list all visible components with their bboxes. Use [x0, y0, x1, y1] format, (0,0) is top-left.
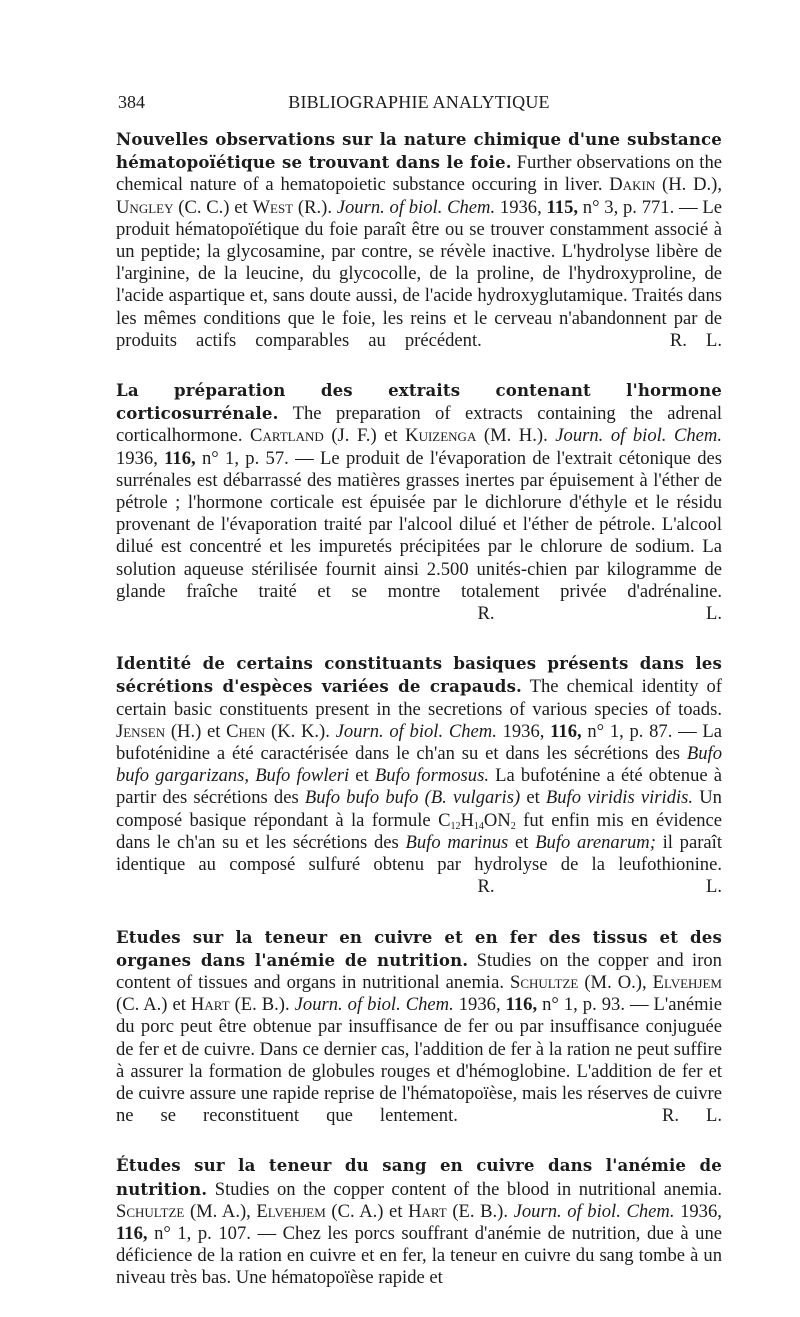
author-name: Ungley — [116, 196, 174, 218]
entry-title: Identité de certains constituants basiques présents dans les sécrétions d'espèces variées de crapauds. — [116, 653, 722, 697]
author-name: Dakin — [609, 174, 656, 196]
abstract-text: — Chez les porcs souffrant d'anémie de nutrition, due à une déficience de la ration en cuivre et en fer, la teneur en cuivre du sang tombe à un niveau très bas. Une hématopoïèse rapide et — [116, 1222, 723, 1289]
species-name: Bufo marinus — [405, 831, 509, 853]
volume-number: 116, — [164, 447, 196, 469]
author-name: Schultze — [116, 1200, 185, 1222]
publication-year: 1936, — [680, 1200, 722, 1222]
bibliography-entry — [116, 652, 722, 898]
issue-page: n° 1, p. 107. — [154, 1222, 251, 1244]
author-name: Kuizenga — [405, 425, 477, 447]
issue-page: n° 1, p. 93. — [542, 994, 625, 1016]
english-title: Further observations on the chemical nature of a hematopoietic substance occuring in liver. — [116, 152, 722, 196]
author-initials: (M. O.), — [584, 971, 647, 993]
bibliography-entry — [116, 926, 722, 1128]
author-name: Hart — [408, 1200, 447, 1222]
abstract-text: La bufoténine a été obtenue à partir des sécrétions des — [116, 765, 723, 809]
abstract-text: — Le produit hématopoïétique du foie paraît être ou se trouver constamment associé à un peptide; la glycosamine, par contre, se révèle inactive. L'hydrolyse libère de l'arginine, de la leucine, du glycocolle, de la proline, de l'hydroxyproline, de l'acide aspartique et, sans doute aussi, de l'acide hydroxyglutamique. Traités dans les mêmes conditions que le foie, les reins et le cerveau n'abandonnent par de produits actifs comparables au précédent. — [116, 196, 722, 351]
author-name: Schultze — [510, 971, 579, 993]
publication-year: 1936, — [458, 994, 501, 1016]
english-title: The chemical identity of certain basic constituents present in the secretions of various species of toads. — [116, 676, 722, 720]
author-name: Cartland — [250, 425, 324, 447]
issue-page: n° 1, p. 87. — [587, 720, 673, 742]
publication-year: 1936, — [499, 196, 542, 218]
bibliography-entry — [116, 128, 722, 352]
author-initials: (H.) et — [170, 720, 221, 742]
species-name: Bufo bufo gargarizans, Bufo fowleri — [116, 743, 722, 787]
journal-name: Journ. of biol. Chem. — [294, 994, 454, 1016]
abstract-text: — La bufoténidine a été caractérisée dans le ch'an su et dans les sécrétions des — [116, 720, 723, 765]
issue-page: n° 3, p. 771. — [582, 196, 675, 218]
reviewer-signature: R. L. — [661, 1105, 722, 1127]
chemical-formula: $C_{12}H_{14}ON_2$ — [438, 809, 516, 832]
entry-title: La préparation des extraits contenant l'hormone corticosurrénale. — [116, 380, 722, 424]
english-title: Studies on the copper and iron content of tissues and organs in nutritional anemia. — [116, 949, 722, 993]
author-initials: (J. F.) et — [331, 425, 398, 447]
entry-title: Études sur la teneur du sang en cuivre dans l'anémie de nutrition. — [116, 1155, 722, 1199]
author-name: West — [252, 196, 294, 218]
author-name: Chen — [226, 720, 266, 742]
author-initials: (M. H.). — [483, 425, 548, 447]
author-name: Hart — [190, 994, 230, 1016]
abstract-text: il paraît identique au composé sulfuré obtenu par hydrolyse de la leufothionine. — [116, 831, 723, 876]
journal-name: Journ. of biol. Chem. — [555, 425, 722, 447]
running-title: BIBLIOGRAPHIE ANALYTIQUE — [288, 92, 550, 112]
issue-page: n° 1, p. 57. — [201, 447, 289, 469]
species-name: Bufo formosus. — [374, 765, 489, 787]
journal-name: Journ. of biol. Chem. — [513, 1200, 675, 1222]
journal-name: Journ. of biol. Chem. — [336, 196, 496, 218]
abstract-text: fut enfin mis en évidence dans le ch'an su et les sécrétions des — [116, 809, 723, 853]
author-initials: (C. A.) et — [331, 1200, 403, 1222]
bibliography-body — [116, 128, 722, 1317]
publication-year: 1936, — [502, 720, 545, 742]
publication-year: 1936, — [116, 447, 158, 469]
author-initials: (M. A.), — [189, 1200, 251, 1222]
english-title: The preparation of extracts containing the adrenal corticalhormone. — [116, 403, 723, 447]
bibliography-entry — [116, 379, 722, 625]
volume-number: 116, — [505, 994, 538, 1016]
entry-title: Nouvelles observations sur la nature chimique d'une substance hématopoïétique se trouvant dans le foie. — [116, 129, 722, 173]
species-name: Bufo arenarum; — [535, 831, 656, 853]
author-name: Elvehjem — [652, 971, 722, 993]
species-name: Bufo viridis viridis. — [545, 787, 694, 809]
author-initials: (E. B.). — [452, 1200, 509, 1222]
entry-title: Etudes sur la teneur en cuivre et en fer des tissus et des organes dans l'anémie de nutrition. — [116, 926, 722, 970]
author-initials: (R.). — [297, 196, 332, 218]
author-initials: (H. D.), — [662, 174, 722, 196]
author-initials: (C. C.) et — [178, 196, 248, 218]
author-initials: (C. A.) et — [116, 994, 186, 1016]
volume-number: 116, — [550, 720, 582, 742]
abstract-text: — Le produit de l'évaporation de l'extrait cétonique des surrénales est débarrassé des matières grasses inertes par épuisement à l'éther de pétrole ; l'hormone corticale est épuisée par le dichlorure d'éthyle et le résidu provenant de l'évaporation traité par l'alcool dilué et l'éther de pétrole. L'alcool dilué est concentré et les impuretés précipitées par le chlorure de sodium. La solution aqueuse stérilisée fournit ainsi 2.500 unités-chien par kilogramme de glande fraîche traité et se montre totalement privée d'adrénaline. — [116, 447, 722, 602]
reviewer-signature: R. L. — [669, 329, 722, 351]
author-initials: (E. B.). — [234, 994, 290, 1016]
bibliography-entry — [116, 1154, 722, 1289]
volume-number: 115, — [546, 196, 579, 218]
conjunction: et — [515, 831, 529, 853]
author-name: Jensen — [116, 720, 166, 742]
volume-number: 116, — [116, 1222, 148, 1244]
species-name: Bufo bufo bufo — [304, 787, 419, 809]
abstract-text: — L'anémie du porc peut être obtenue par insuffisance de fer ou par insuffisance conjuguée de fer et de cuivre. Dans ce dernier cas, l'addition de fer à la ration ne peut suffire à assurer la formation de globules rouges et d'hémoglobine. L'addition de fer et de cuivre assure une rapide reprise de l'hématopoïèse, mais les réserves de cuivre ne se reconstituent que lentement. — [116, 994, 722, 1127]
conjunction: et — [526, 787, 540, 809]
journal-name: Journ. of biol. Chem. — [335, 720, 497, 742]
page-header — [118, 92, 720, 116]
author-initials: (K. K.). — [271, 720, 330, 742]
page-number: 384 — [118, 92, 145, 112]
reviewer-signature: R. L. — [477, 603, 722, 625]
author-name: Elvehjem — [256, 1200, 326, 1222]
english-title: Studies on the copper content of the blood in nutritional anemia. — [214, 1178, 722, 1200]
reviewer-signature: R. L. — [477, 876, 722, 898]
abstract-text: Un composé basique répondant à la formule — [116, 787, 722, 831]
conjunction: et — [355, 765, 369, 787]
species-name: (B. vulgaris) — [424, 787, 521, 809]
